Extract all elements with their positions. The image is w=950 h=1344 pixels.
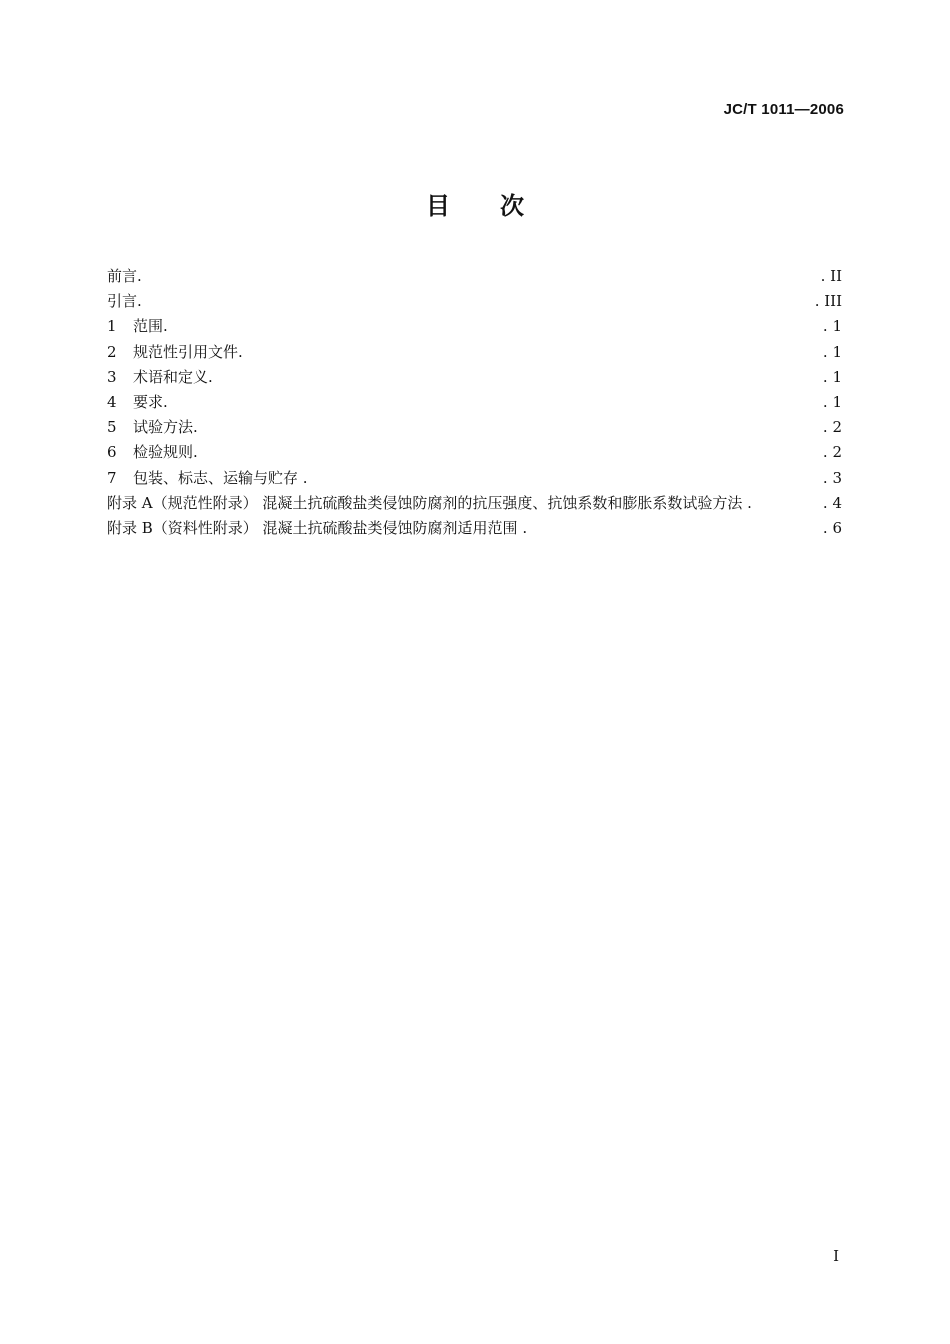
toc-entry-page: . 4 (822, 493, 842, 512)
page-number: I (833, 1247, 839, 1265)
page-title: 目次 (426, 192, 574, 220)
toc-entry-6[interactable] (107, 441, 842, 466)
toc-entry-3[interactable] (107, 366, 842, 391)
toc-entry-text: 引言. (107, 292, 142, 311)
toc-entry-text: 要求. (133, 392, 168, 411)
toc-entry-text: 检验规则. (133, 443, 198, 462)
toc-entry-text: 包装、标志、运输与贮存 . (133, 468, 308, 487)
toc-entry-page: . 1 (822, 317, 842, 336)
toc-entry-text: 规范性引用文件. (133, 342, 243, 361)
toc-entry-text: 附录 A（规范性附录） 混凝土抗硫酸盐类侵蚀防腐剂的抗压强度、抗蚀系数和膨胀系数试验方法 . (107, 493, 752, 512)
toc-entry-5[interactable] (107, 416, 842, 441)
toc-entry-text: 前言. (107, 267, 142, 285)
toc-entry-number: 7 (107, 468, 117, 487)
toc-entry-introduction[interactable] (107, 290, 842, 315)
toc-entry-page: . 1 (822, 367, 842, 386)
toc-entry-appendix-b[interactable] (107, 517, 842, 542)
toc-entry-page: . 6 (822, 518, 842, 537)
toc-entry-page: . 1 (822, 392, 842, 411)
toc-entry-4[interactable] (107, 391, 842, 416)
toc-entry-page: . III (814, 292, 842, 311)
standard-code: JC/T 1011—2006 (723, 101, 844, 118)
toc-entry-page: . 2 (822, 443, 842, 462)
toc-entry-text: 术语和定义. (133, 367, 213, 386)
toc-entry-text: 试验方法. (133, 418, 198, 437)
toc-entry-text: 附录 B（资料性附录） 混凝土抗硫酸盐类侵蚀防腐剂适用范围 . (107, 518, 528, 537)
toc-entry-1[interactable] (107, 315, 842, 340)
toc-entry-number: 2 (107, 342, 117, 361)
toc-entry-2[interactable] (107, 341, 842, 366)
toc-entry-number: 1 (107, 317, 117, 336)
toc-entry-number: 4 (107, 392, 117, 411)
toc-entry-number: 6 (107, 443, 117, 462)
toc-entry-number: 3 (107, 367, 117, 386)
toc-entry-page: . 2 (822, 418, 842, 437)
toc-entry-number: 5 (107, 418, 117, 437)
toc-entry-page: . 1 (822, 342, 842, 361)
toc-entry-page: . 3 (822, 468, 842, 487)
toc-entry-appendix-a[interactable] (107, 492, 842, 517)
table-of-contents (107, 265, 842, 542)
toc-entry-7[interactable] (107, 467, 842, 492)
toc-entry-text: 范围. (133, 317, 168, 336)
toc-entry-page: . II (820, 267, 842, 285)
toc-entry-foreword[interactable] (107, 265, 842, 290)
